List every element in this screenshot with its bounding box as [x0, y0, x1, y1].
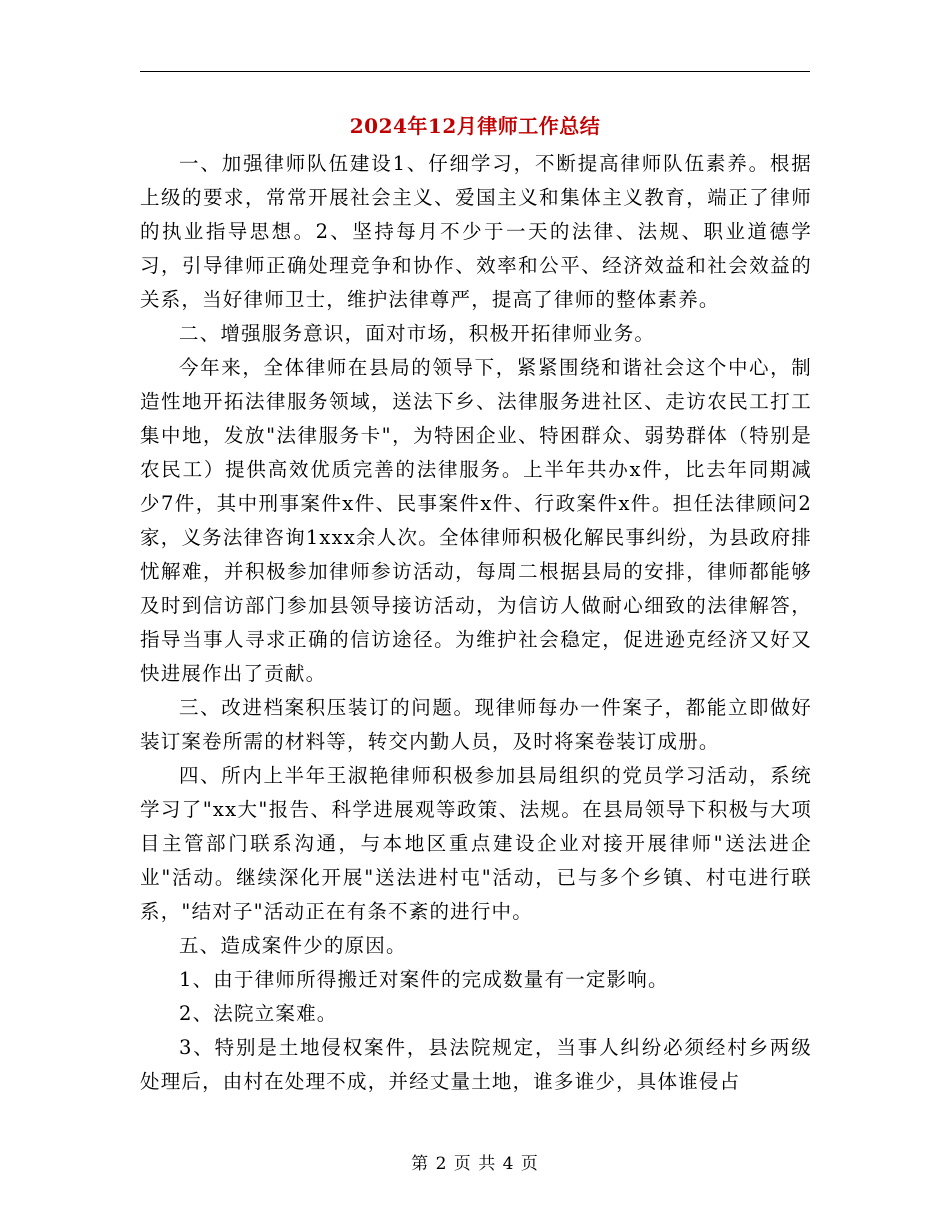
document-title: 2024年12月律师工作总结 [349, 114, 601, 138]
paragraph-4: 三、改进档案积压装订的问题。现律师每办一件案子，都能立即做好装订案卷所需的材料等，转交内勤人员，及时将案卷装订成册。 [140, 696, 812, 753]
paragraph-8: 2、法院立案难。 [179, 1002, 338, 1025]
paragraph-1: 一、加强律师队伍建设1、仔细学习，不断提高律师队伍素养。根据上级的要求，常常开展社会主义、爱国主义和集体主义教育，端正了律师的执业指导思想。2、坚持每月不少于一天的法律、法规、职业道德学习，引导律师正确处理竞争和协作、效率和公平、经济效益和社会效益的关系，当好律师卫士，维护法律尊严，提高了律师的整体素养。 [140, 152, 812, 311]
paragraph-3: 今年来，全体律师在县局的领导下，紧紧围绕和谐社会这个中心，制造性地开拓法律服务领域，送法下乡、法律服务进社区、走访农民工打工集中地，发放"法律服务卡"，为特困企业、特困群众、弱势群体（特别是农民工）提供高效优质完善的法律服务。上半年共办x件，比去年同期减少7件，其中刑事案件x件、民事案件x件、行政案件x件。担任法律顾问2家，义务法律咨询1xxx余人次。全体律师积极化解民事纠纷，为县政府排忧解难，并积极参加律师参访活动，每周二根据县局的安排，律师都能够及时到信访部门参加县领导接访活动，为信访人做耐心细致的法律解答，指导当事人寻求正确的信访途径。为维护社会稳定，促进逊克经济又好又快进展作出了贡献。 [140, 356, 812, 685]
paragraph-9: 3、特别是土地侵权案件，县法院规定，当事人纠纷必须经村乡两级处理后，由村在处理不成，并经丈量土地，谁多谁少，具体谁侵占 [140, 1036, 812, 1093]
paragraph-5: 四、所内上半年王淑艳律师积极参加县局组织的党员学习活动，系统学习了"xx大"报告、科学进展观等政策、法规。在县局领导下积极与大项目主管部门联系沟通，与本地区重点建设企业对接开展律师"送法进企业"活动。继续深化开展"送法进村屯"活动，已与多个乡镇、村屯进行联系，"结对子"活动正在有条不紊的进行中。 [140, 764, 812, 923]
header-rule [140, 71, 810, 72]
paragraph-7: 1、由于律师所得搬迁对案件的完成数量有一定影响。 [179, 968, 669, 991]
document-body [140, 147, 812, 1099]
paragraph-6: 五、造成案件少的原因。 [179, 934, 407, 957]
page-number-footer: 第 2 页 共 4 页 [411, 1154, 539, 1174]
paragraph-2: 二、增强服务意识，面对市场，积极开拓律师业务。 [179, 322, 656, 345]
